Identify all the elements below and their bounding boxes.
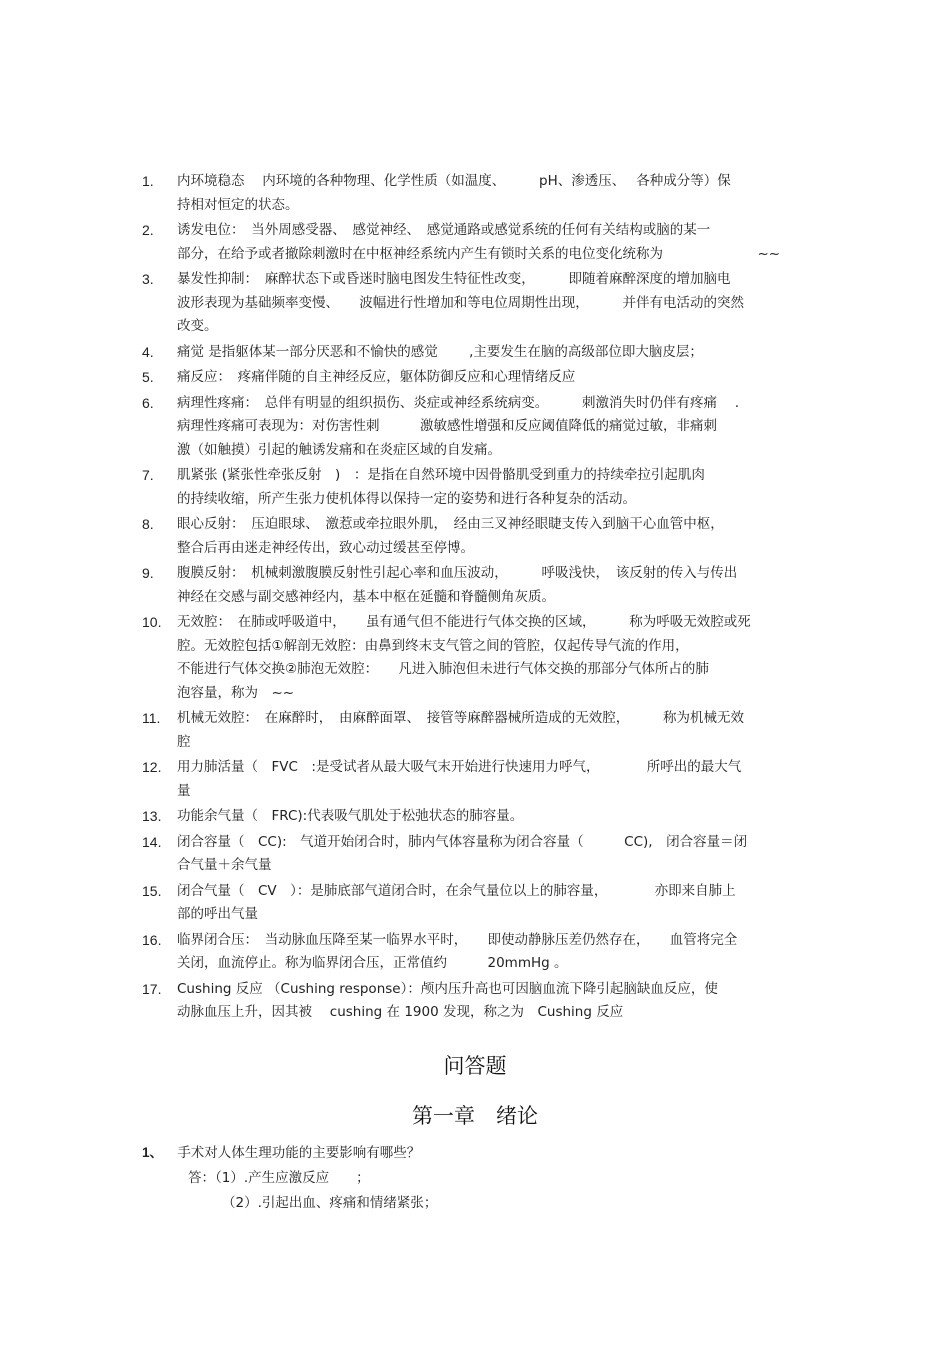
definition-number: 16. [142,931,162,948]
definition-number: 9. [142,565,154,581]
definition-item [142,611,802,705]
answer-line-2: （2）.引起出血、疼痛和情绪紧张； [222,1195,438,1211]
definition-line: 部分，在给予或者撤除刺激时在中枢神经系统内产生有锁时关系的电位变化统称为 ~~ [177,245,781,262]
chapter-title: 第一章 绪论 [412,1104,538,1128]
definition-number: 6. [142,394,154,411]
definition-line: 无效腔： 在肺或呼吸道中， 虽有通气但不能进行气体交换的区域， 称为呼吸无效腔或死 [177,614,751,630]
definition-line: 动脉血压上升，因其被 cushing 在 1900 发现，称之为 Cushing 反应 [177,1004,624,1020]
definition-line: 合气量＋余气量 [177,857,272,873]
definition-line: 痛觉 是指躯体某一部分厌恶和不愉快的感觉 ,主要发生在脑的高级部位即大脑皮层； [177,343,703,360]
definition-number: 10. [142,614,162,630]
definition-item [142,562,802,609]
definition-line: 用力肺活量（ FVC :是受试者从最大吸气末开始进行快速用力呼气， 所呼出的最大气 [177,759,742,775]
question-text: 手术对人体生理功能的主要影响有哪些？ [177,1145,421,1161]
definition-number: 3. [142,271,154,287]
definition-line: 关闭，血流停止。称为临界闭合压，正常值约 20mmHg 。 [177,955,568,971]
section-title: 问答题 [443,1054,507,1078]
definition-line: 痛反应： 疼痛伴随的自主神经反应，躯体防御反应和心理情绪反应 [177,369,576,385]
definition-line: 不能进行气体交换②肺泡无效腔： 凡进入肺泡但未进行气体交换的那部分气体所占的肺 [177,661,709,677]
definition-line: 机械无效腔： 在麻醉时， 由麻醉面罩、 接管等麻醉器械所造成的无效腔， 称为机械无效 [177,710,744,726]
definition-line: 眼心反射： 压迫眼球、 激惹或牵拉眼外肌， 经由三叉神经眼睫支传入到脑干心血管中枢， [177,516,724,532]
definition-item [142,805,802,829]
definition-line: 量 [177,782,191,799]
definition-line: 持相对恒定的状态。 [177,196,299,213]
question-number: 1、 [142,1145,164,1160]
definition-line: 腔 [177,733,191,750]
definition-line: 波形表现为基础频率变慢、 波幅进行性增加和等电位周期性出现， 并伴有电活动的突然 [177,294,744,311]
definition-number: 17. [142,980,162,997]
definition-line: 激（如触摸）引起的触诱发痛和在炎症区域的自发痛。 [177,441,501,458]
definition-line: 肌紧张 (紧张性牵张反射 ) ：是指在自然环境中因骨骼肌受到重力的持续牵拉引起肌肉 [177,467,705,483]
definition-item [142,707,802,754]
question-line [142,1140,802,1166]
definition-line: 神经在交感与副交感神经内，基本中枢在延髓和脊髓侧角灰质。 [177,588,555,605]
definition-number: 15. [142,882,162,899]
definition-line: Cushing 反应 （Cushing response）：颅内压升高也可因脑血流下降引起脑缺血反应，使 [177,980,718,997]
definition-item [142,513,802,560]
definition-number: 1. [142,173,154,189]
definition-number: 8. [142,516,154,532]
definition-item [142,268,802,339]
definition-line: 内环境稳态 内环境的各种物理、化学性质（如温度、 pH、渗透压、 各种成分等）保 [177,173,731,189]
definition-number: 14. [142,833,162,850]
definition-line: 病理性疼痛可表现为：对伤害性刺 激敏感性增强和反应阈值降低的痛觉过敏，非痛刺 [177,418,717,434]
definition-line: 诱发电位： 当外周感受器、 感觉神经、 感觉通路或感觉系统的任何有关结构或脑的某一 [177,222,711,238]
definition-number: 12. [142,759,162,775]
definition-number: 11. [142,710,161,726]
definition-item [142,366,802,390]
definition-number: 13. [142,808,162,824]
definition-item [142,341,802,365]
definition-line: 部的呼出气量 [177,906,258,922]
definition-number: 5. [142,369,154,385]
definition-number: 2. [142,222,154,238]
definition-line: 暴发性抑制： 麻醉状态下或昏迷时脑电图发生特征性改变， 即随着麻醉深度的增加脑电 [177,271,731,287]
definition-item [142,392,802,463]
definition-line: 泡容量，称为 ~~ [177,684,295,701]
definition-item [142,170,802,217]
definition-line: 的持续收缩，所产生张力使机体得以保持一定的姿势和进行各种复杂的活动。 [177,490,636,507]
question-block [142,1140,802,1216]
definition-list [142,170,802,1027]
definition-number: 4. [142,343,154,360]
definition-item [142,880,802,927]
answer-line-1: 答：（1）.产生应激反应 ； [188,1170,370,1186]
definition-line: 整合后再由迷走神经传出，致心动过缓甚至停博。 [177,539,474,556]
definition-number: 7. [142,467,154,483]
definition-line: 腔。无效腔包括①解剖无效腔：由鼻到终末支气管之间的管腔，仅起传导气流的作用， [177,637,689,654]
definition-item [142,756,802,803]
definition-item [142,978,802,1025]
definition-line: 闭合气量（ CV ）：是肺底部气道闭合时，在余气量位以上的肺容量， 亦即来自肺上 [177,882,736,899]
definition-line: 闭合容量（ CC): 气道开始闭合时，肺内气体容量称为闭合容量（ CC), 闭合容量＝闭 [177,833,748,850]
definition-line: 临界闭合压： 当动脉血压降至某一临界水平时， 即使动静脉压差仍然存在， 血管将完全 [177,931,738,948]
definition-item [142,219,802,266]
definition-line: 病理性疼痛： 总伴有明显的组织损伤、炎症或神经系统病变。 刺激消失时仍伴有疼痛 . [177,394,740,411]
definition-item [142,831,802,878]
definition-line: 功能余气量（ FRC):代表吸气肌处于松弛状态的肺容量。 [177,808,524,824]
definition-line: 改变。 [177,318,218,334]
definition-item [142,929,802,976]
definition-item [142,464,802,511]
definition-line: 腹膜反射： 机械刺激腹膜反射性引起心率和血压波动， 呼吸浅快， 该反射的传入与传出 [177,565,738,581]
